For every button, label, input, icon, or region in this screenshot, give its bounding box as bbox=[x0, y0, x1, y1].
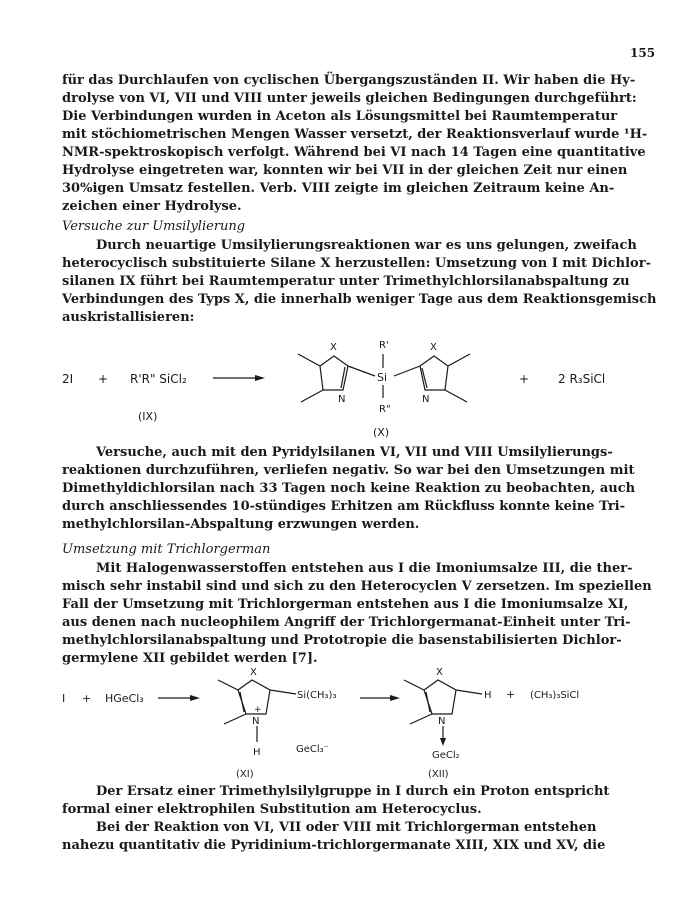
positive-charge: + bbox=[254, 705, 262, 715]
paragraph-substitution bbox=[62, 783, 628, 855]
arrow-head bbox=[390, 695, 400, 701]
paragraph-hydrolysis bbox=[62, 72, 648, 216]
heteroatom-x-right: X bbox=[430, 342, 437, 353]
text-line: Durch neuartige Umsilylierungsreaktionen war es uns gelungen, zweifach bbox=[96, 238, 637, 253]
reactant-label: I bbox=[62, 692, 66, 705]
text-line: drolyse von VI, VII und VIII unter jeweils gleichen Bedingungen durchgeführt: bbox=[62, 91, 637, 106]
text-line: Bei der Reaktion von VI, VII oder VIII mit Trichlorgerman entstehen bbox=[96, 820, 597, 835]
text-line: durch anschliessendes 10-stündiges Erhitzen am Rückfluss konnte keine Tri- bbox=[62, 499, 625, 514]
reactant-label: 2I bbox=[62, 372, 74, 386]
byproduct-formula: (CH₃)₃SiCl bbox=[530, 690, 580, 701]
arrow-head bbox=[190, 695, 200, 701]
reagent-formula: R'R" SiCl₂ bbox=[130, 372, 187, 386]
plus-sign: + bbox=[98, 372, 109, 386]
reaction-scheme-umsilylierung bbox=[0, 330, 680, 442]
text-line: Die Verbindungen wurden in Aceton als Lösungsmittel bei Raumtemperatur bbox=[62, 109, 618, 124]
substituent-r-top: R' bbox=[379, 340, 389, 351]
right-heterocycle bbox=[394, 354, 470, 402]
nitrogen-right: N bbox=[422, 394, 430, 405]
text-line: auskristallisieren: bbox=[62, 310, 195, 325]
text-line: NMR-spektroskopisch verfolgt. Während bei VI nach 14 Tagen eine quantitative bbox=[62, 145, 646, 160]
text-line: 30%igen Umsatz festellen. Verb. VIII zeigte im gleichen Zeitraum keine An- bbox=[62, 181, 615, 196]
text-line: heterocyclisch substituierte Silane X herzustellen: Umsetzung von I mit Dichlor- bbox=[62, 256, 651, 271]
text-line: methylchlorsilanabspaltung und Prototropie die basenstabilisierten Dichlor- bbox=[62, 633, 622, 648]
plus-sign: + bbox=[82, 692, 92, 705]
text-line: Verbindungen des Typs X, die innerhalb weniger Tage aus dem Reaktionsgemisch bbox=[62, 292, 657, 307]
text-line: misch sehr instabil sind und sich zu den Heterocyclen V zersetzen. Im speziellen bbox=[62, 579, 652, 594]
text-line: Fall der Umsetzung mit Trichlorgerman entstehen aus I die Imoniumsalze XI, bbox=[62, 597, 629, 612]
left-heterocycle bbox=[298, 354, 375, 402]
compound-label: (XII) bbox=[428, 769, 449, 780]
compound-label: (XI) bbox=[236, 769, 254, 780]
substituent-r-bottom: R" bbox=[379, 404, 391, 415]
paragraph-pyridylsilane bbox=[62, 444, 636, 534]
heterocycle-xii bbox=[404, 680, 482, 740]
product-label: (X) bbox=[373, 426, 390, 439]
heteroatom-x: X bbox=[436, 667, 443, 678]
paragraph-umsilylierung bbox=[62, 237, 657, 327]
text-line: mit stöchiometrischen Mengen Wasser versetzt, der Reaktionsverlauf wurde ¹H- bbox=[62, 127, 648, 142]
text-line: Versuche, auch mit den Pyridylsilanen VI, VII und VIII Umsilylierungs- bbox=[96, 445, 613, 460]
dative-bond-arrow bbox=[440, 738, 446, 746]
hydrogen: H bbox=[253, 747, 261, 758]
paragraph-trichlorgerman bbox=[62, 560, 652, 668]
text-line: nahezu quantitativ die Pyridinium-trichlorgermanate XIII, XIX und XV, die bbox=[62, 838, 606, 853]
plus-sign: + bbox=[506, 688, 516, 701]
reagent-label: (IX) bbox=[138, 410, 158, 423]
nitrogen: N bbox=[252, 716, 260, 727]
reagent-formula: HGeCl₃ bbox=[105, 692, 144, 705]
section-heading-trichlorgerman: Umsetzung mit Trichlorgerman bbox=[62, 542, 271, 557]
text-line: silanen IX führt bei Raumtemperatur unter Trimethylchlorsilanabspaltung zu bbox=[62, 274, 630, 289]
text-line: formal einer elektrophilen Substitution am Heterocyclus. bbox=[62, 802, 482, 817]
text-line: reaktionen durchzuführen, verliefen negativ. So war bei den Umsetzungen mit bbox=[62, 463, 635, 478]
text-line: germylene XII gebildet werden [7]. bbox=[62, 651, 318, 666]
trimethylsilyl-group: Si(CH₃)₃ bbox=[297, 690, 337, 701]
page-number: 155 bbox=[630, 46, 656, 60]
germylene-group: GeCl₂ bbox=[432, 750, 460, 761]
silicon-atom: Si bbox=[377, 371, 388, 384]
text-line: aus denen nach nucleophilem Angriff der Trichlorgermanat-Einheit unter Tri- bbox=[62, 615, 631, 630]
hydrogen: H bbox=[484, 690, 492, 701]
text-line: zeichen einer Hydrolyse. bbox=[62, 199, 242, 214]
text-line: Hydrolyse eingetreten war, konnten wir bei VII in der gleichen Zeit nur einen bbox=[62, 163, 628, 178]
arrow-head bbox=[255, 375, 265, 381]
byproduct-formula: 2 R₃SiCl bbox=[558, 372, 606, 386]
text-line: Mit Halogenwasserstoffen entstehen aus I die Imoniumsalze III, die ther- bbox=[96, 561, 633, 576]
nitrogen-left: N bbox=[338, 394, 346, 405]
heteroatom-x: X bbox=[250, 667, 257, 678]
text-line: für das Durchlaufen von cyclischen Übergangszuständen II. Wir haben die Hy- bbox=[62, 73, 636, 88]
text-line: methylchlorsilan-Abspaltung erzwungen werden. bbox=[62, 517, 420, 532]
plus-sign: + bbox=[519, 372, 530, 386]
text-line: Dimethyldichlorsilan nach 33 Tagen noch keine Reaktion zu beobachten, auch bbox=[62, 481, 636, 496]
heteroatom-x-left: X bbox=[330, 342, 337, 353]
nitrogen: N bbox=[438, 716, 446, 727]
trichlorgermanate-anion: GeCl₃⁻ bbox=[296, 744, 329, 755]
section-heading-umsilylierung: Versuche zur Umsilylierung bbox=[62, 219, 246, 234]
text-line: Der Ersatz einer Trimethylsilylgruppe in I durch ein Proton entspricht bbox=[96, 784, 610, 799]
reaction-scheme-trichlorgerman bbox=[0, 664, 680, 780]
